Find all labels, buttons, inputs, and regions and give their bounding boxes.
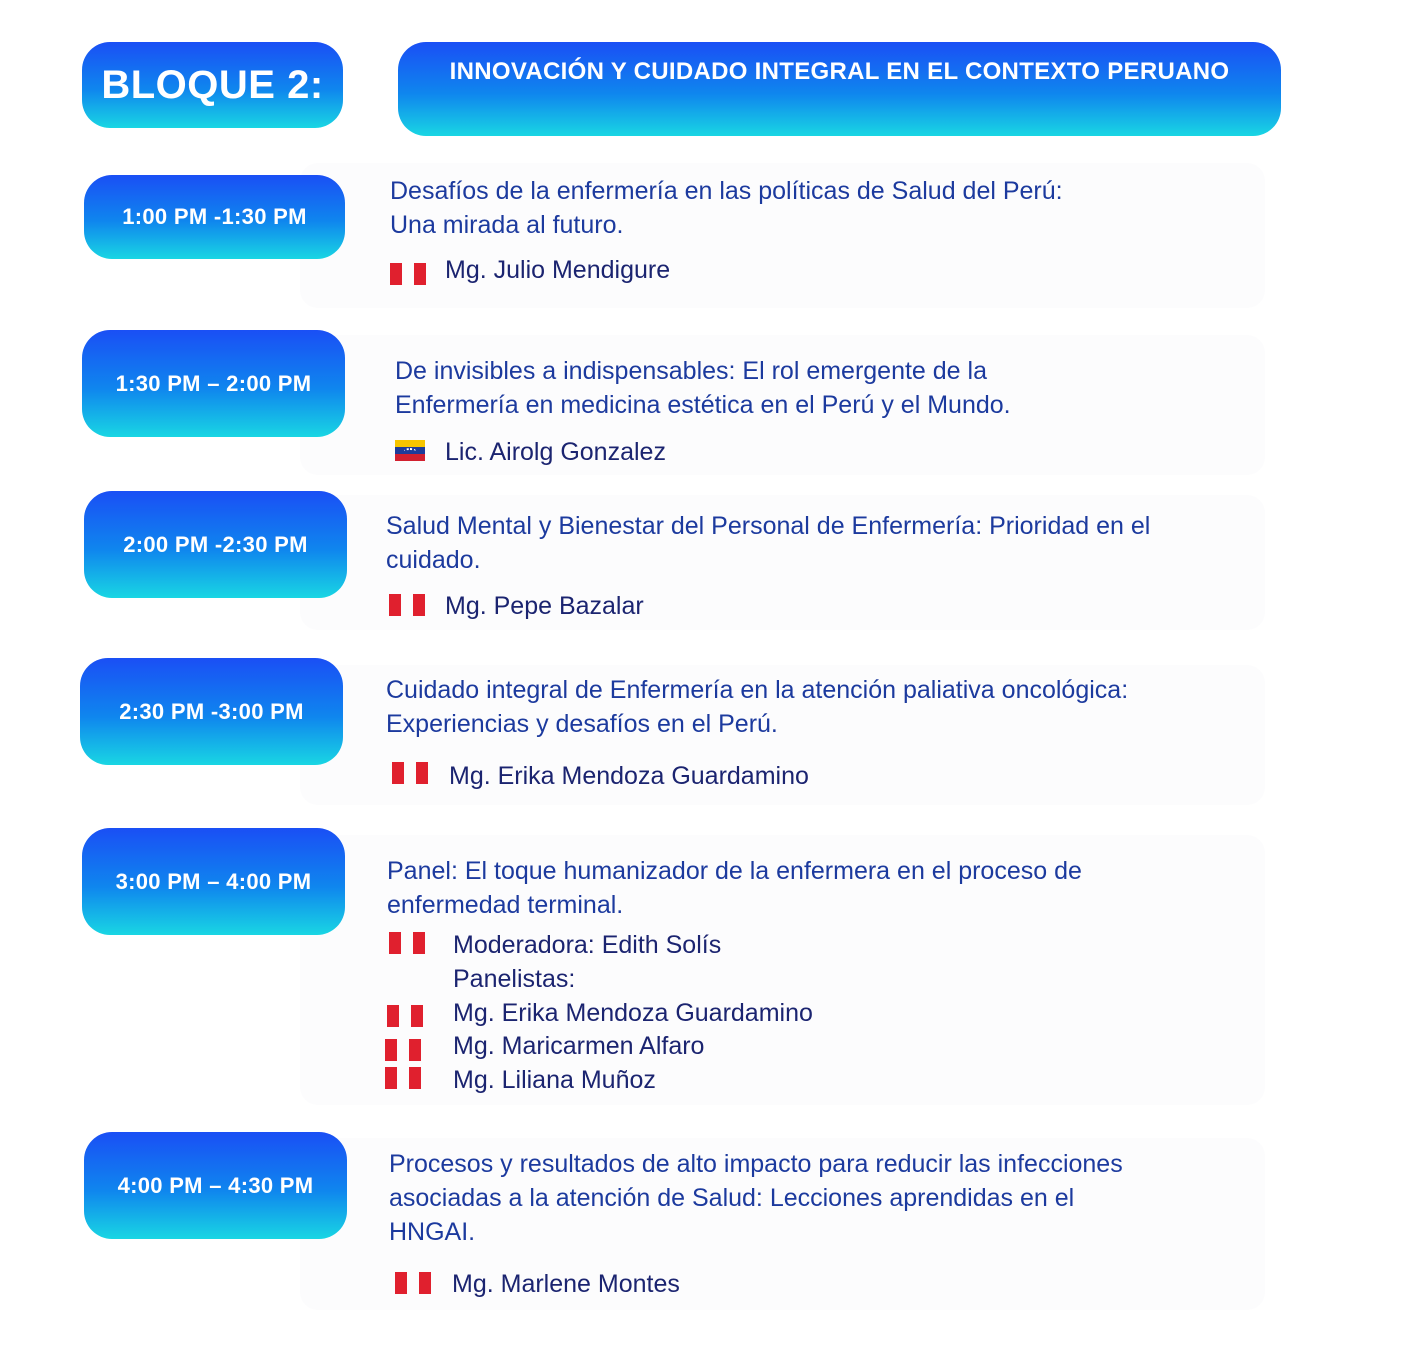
speaker-name: Mg. Marlene Montes	[452, 1270, 680, 1298]
venezuela-flag-icon	[395, 440, 425, 461]
session-time: 1:00 PM -1:30 PM	[84, 175, 345, 259]
block-label: BLOQUE 2:	[82, 42, 343, 128]
block-title: INNOVACIÓN Y CUIDADO INTEGRAL EN EL CONTEXTO PERUANO	[398, 42, 1281, 136]
session-title: Procesos y resultados de alto impacto para reducir las infecciones asociadas a la atención de Salud: Lecciones aprendidas en el HNGAI.	[389, 1150, 1123, 1246]
peru-flag-icon	[389, 594, 425, 616]
session-title: Panel: El toque humanizador de la enfermera en el proceso de enfermedad terminal.	[387, 857, 1082, 919]
session-time: 2:30 PM -3:00 PM	[80, 658, 343, 765]
moderator-name: Moderadora: Edith Solís	[453, 931, 722, 959]
panelist-name: Mg. Erika Mendoza Guardamino	[453, 999, 813, 1027]
speaker-name: Lic. Airolg Gonzalez	[445, 438, 666, 466]
panelists-label: Panelistas:	[453, 965, 576, 993]
peru-flag-icon	[389, 932, 425, 954]
peru-flag-icon	[390, 263, 426, 285]
speaker-name: Mg. Erika Mendoza Guardamino	[449, 762, 809, 790]
peru-flag-icon	[395, 1272, 431, 1294]
peru-flag-icon	[385, 1039, 421, 1061]
session-title: Salud Mental y Bienestar del Personal de Enfermería: Prioridad en el cuidado.	[386, 512, 1151, 574]
panelist-name: Mg. Liliana Muñoz	[453, 1066, 656, 1094]
speaker-name: Mg. Pepe Bazalar	[445, 592, 644, 620]
session-time: 3:00 PM – 4:00 PM	[82, 828, 345, 935]
speaker-name: Mg. Julio Mendigure	[445, 256, 671, 284]
peru-flag-icon	[387, 1005, 423, 1027]
peru-flag-icon	[392, 762, 428, 784]
session-title: De invisibles a indispensables: El rol emergente de la Enfermería en medicina estética en el Perú y el Mundo.	[395, 357, 1011, 419]
session-time: 1:30 PM – 2:00 PM	[82, 330, 345, 437]
session-time: 2:00 PM -2:30 PM	[84, 491, 347, 598]
peru-flag-icon	[385, 1067, 421, 1089]
panelist-name: Mg. Maricarmen Alfaro	[453, 1032, 705, 1060]
session-title: Desafíos de la enfermería en las políticas de Salud del Perú: Una mirada al futuro.	[390, 177, 1063, 239]
session-title: Cuidado integral de Enfermería en la atención paliativa oncológica: Experiencias y desafíos en el Perú.	[386, 676, 1129, 738]
session-time: 4:00 PM – 4:30 PM	[84, 1132, 347, 1239]
